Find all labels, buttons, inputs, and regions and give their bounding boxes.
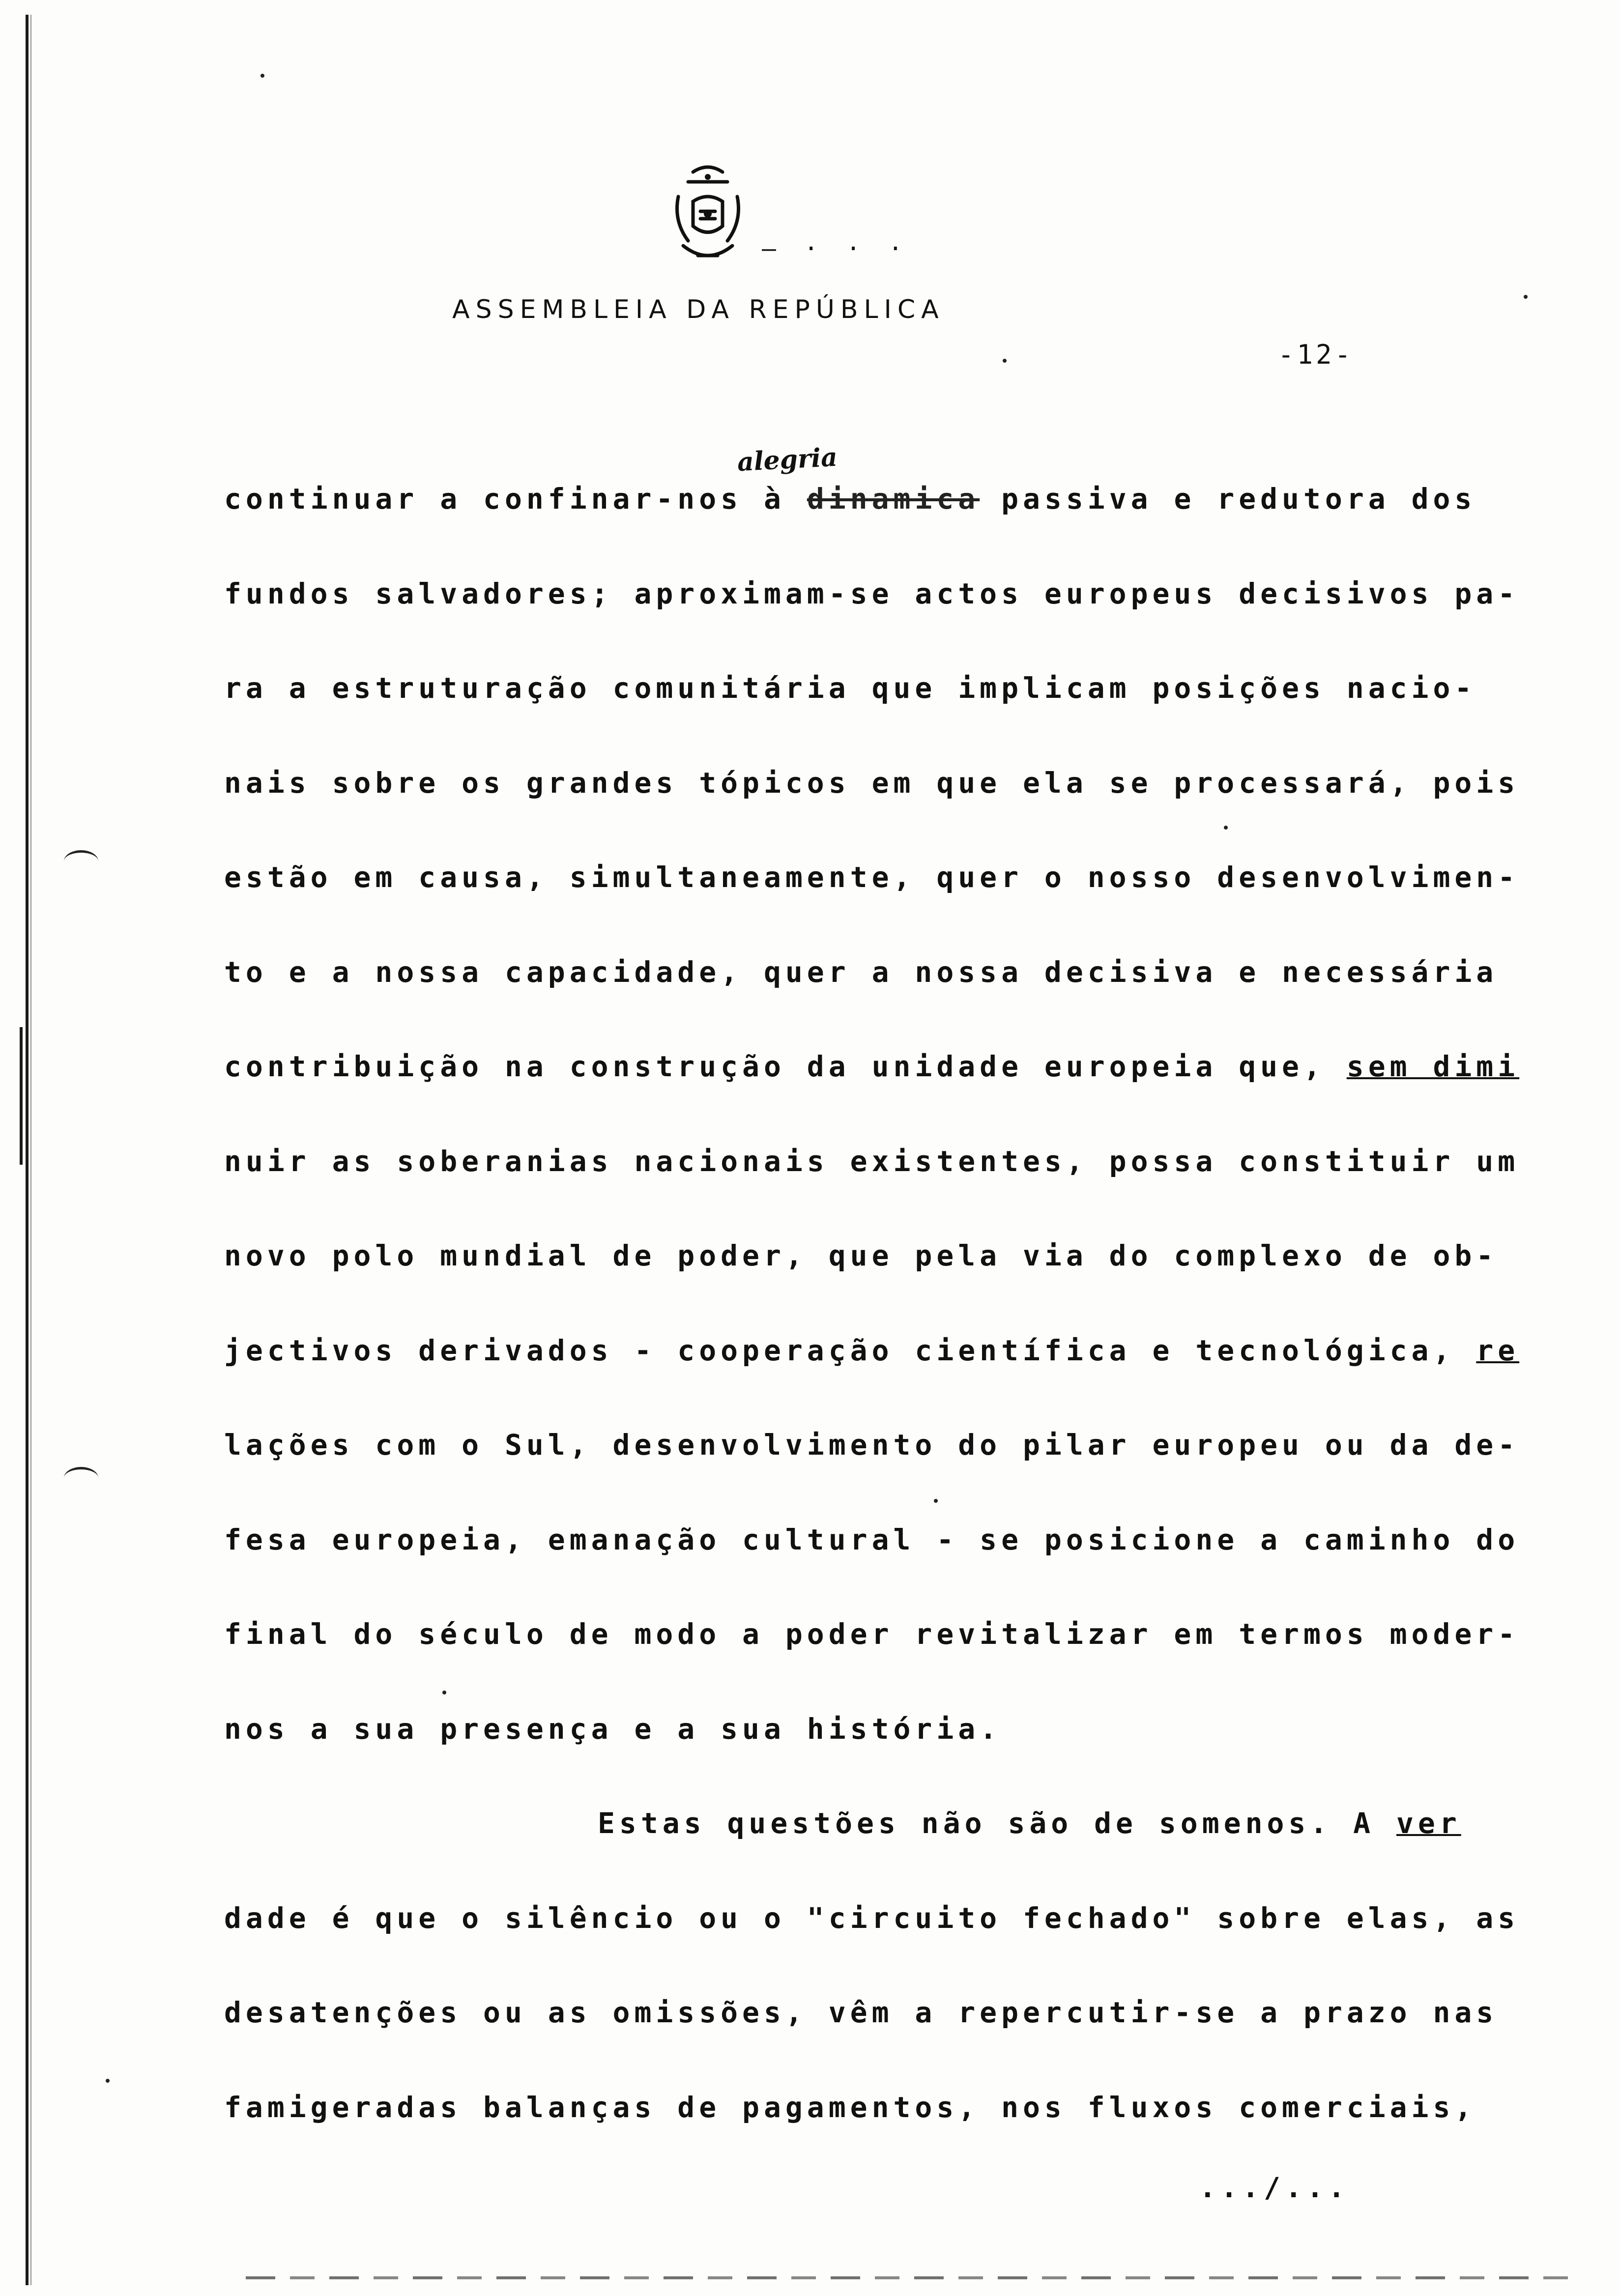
- scan-speck: [934, 1499, 938, 1503]
- margin-arc-mark: [64, 850, 98, 872]
- scan-speck: [260, 74, 264, 78]
- text-line: [224, 1044, 1520, 1139]
- text-line: final do século de modo a poder revitalizar em termos moder-: [224, 1617, 1520, 1651]
- text-line: estão em causa, simultaneamente, quer o nosso desenvolvimen-: [224, 861, 1520, 894]
- institution-title: ASSEMBLEIA DA REPÚBLICA: [452, 295, 945, 324]
- underlined-word: ver: [1396, 1807, 1461, 1840]
- text-line: dade é que o silêncio ou o "circuito fechado" sobre elas, as: [224, 1901, 1520, 1935]
- scan-bottom-edge: [246, 2276, 1583, 2279]
- text-line: fesa europeia, emanação cultural - se posicione a caminho do: [224, 1522, 1520, 1556]
- scan-speck: [442, 1691, 446, 1694]
- struck-word: dinamica: [807, 482, 980, 516]
- text-line-part: jectivos derivados - cooperação científica e tecnológica,: [224, 1333, 1455, 1367]
- text-line: lações com o Sul, desenvolvimento do pilar europeu ou da de-: [224, 1428, 1520, 1462]
- scan-speck: [1003, 359, 1007, 363]
- margin-arc-mark: [64, 1467, 98, 1489]
- scan-speck: [1224, 826, 1228, 830]
- text-line-part: passiva e redutora dos: [1001, 482, 1476, 516]
- page-number: -12-: [1278, 339, 1354, 370]
- text-line: ra a estruturação comunitária que implicam posições nacio-: [224, 671, 1476, 705]
- text-line: desatenções ou as omissões, vêm a repercutir-se a prazo nas: [224, 1996, 1498, 2029]
- body-text: [224, 477, 1520, 2180]
- text-line: nos a sua presença e a sua história.: [224, 1712, 1002, 1746]
- left-margin-rule-thin: [30, 15, 31, 2285]
- text-line-part: contribuição na construção da unidade europeia que,: [224, 1050, 1325, 1083]
- text-line: [224, 477, 1476, 572]
- text-line: to e a nossa capacidade, quer a nossa decisiva e necessária: [224, 955, 1498, 989]
- emblem-trailing-dashes: — · · ·: [762, 235, 910, 262]
- text-line: nuir as soberanias nacionais existentes, possa constituir um: [224, 1144, 1520, 1178]
- text-line: famigeradas balanças de pagamentos, nos fluxos comerciais,: [224, 2090, 1476, 2124]
- coat-of-arms-emblem: [659, 157, 757, 275]
- text-line: nais sobre os grandes tópicos em que ela se processará, pois: [224, 766, 1520, 800]
- continuation-mark: .../...: [1199, 2172, 1350, 2204]
- scan-speck: [106, 2079, 110, 2083]
- text-line: novo polo mundial de poder, que pela via do complexo de ob-: [224, 1239, 1498, 1272]
- margin-bracket-mark: [20, 1027, 29, 1165]
- text-line-part: Estas questões não são de somenos. A: [598, 1807, 1375, 1840]
- underlined-word: re: [1476, 1333, 1520, 1367]
- text-line: fundos salvadores; aproximam-se actos europeus decisivos pa-: [224, 576, 1520, 610]
- underlined-word: sem dimi: [1346, 1050, 1520, 1083]
- text-line: [224, 1328, 1520, 1423]
- text-line-part: continuar a confinar-nos à: [224, 482, 785, 516]
- handwritten-correction: alegria: [736, 442, 839, 478]
- scan-speck: [1524, 295, 1528, 299]
- text-line-indented: [224, 1801, 1461, 1896]
